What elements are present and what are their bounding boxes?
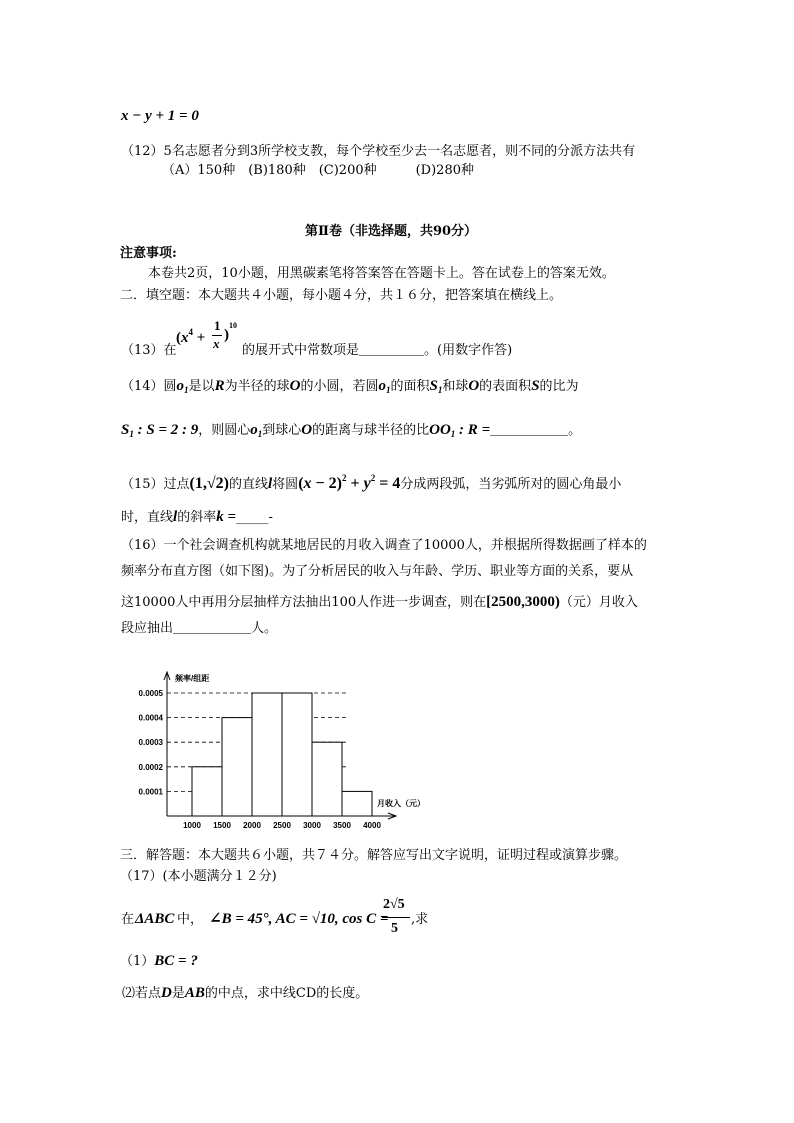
q14-t7: 的表面积: [479, 379, 532, 394]
x-tick-label: 3000: [303, 821, 321, 830]
histogram-bar: [222, 718, 252, 816]
x-tick-label: 2500: [273, 821, 291, 830]
y-tick-label: 0.0002: [138, 762, 163, 772]
q17-triangle: ΔABC: [135, 911, 175, 927]
x-tick-label: 1500: [213, 821, 231, 830]
q16-line3: [121, 594, 638, 611]
q16-line1: （16）一个社会调查机构就某地居民的月收入调查了10000人，并根据所得数据画了样本的: [121, 538, 647, 553]
q17-tail: ,求: [411, 912, 429, 927]
q14-t9: ，则圆心: [198, 423, 251, 438]
q14-t3: 为半径的球: [224, 379, 290, 394]
q17-cond: ∠B = 45°, AC = √10, cos C =: [209, 911, 389, 927]
q17-p1-eq: BC = ?: [154, 953, 198, 969]
q14-line2: $S_1$ : S = 2 : 9，则圆心$o_1$到球心O的距离与球半径的比$OO_1$ : R =＿＿＿＿＿＿。: [121, 422, 582, 439]
q17-p1-label: （1）: [120, 954, 155, 969]
section2-title: 第Ⅱ卷（非选择题，共90分）: [305, 224, 478, 239]
q17-frac-num: 2√5: [383, 897, 405, 912]
q15-t6: 的斜率: [177, 510, 217, 525]
q14-t6: 和球: [442, 379, 469, 394]
q12-options: （A）150种 (B)180种 (C)200种 (D)280种: [162, 163, 474, 178]
x-axis-label: 月收入（元）: [377, 799, 425, 808]
q16-line2: 频率分布直方图（如下图)。为了分析居民的收入与年龄、学历、职业等方面的关系，要从: [121, 564, 634, 579]
q16-interval: [2500,3000): [486, 594, 560, 610]
q14-t4: 的小圆，若圆: [300, 379, 379, 394]
q17-title: （17）(本小题满分１２分): [120, 869, 277, 884]
histogram-bar: [282, 693, 312, 816]
q16-line3a: 这10000人中再用分层抽样方法抽出100人作进一步调查，则在: [121, 595, 487, 610]
notes-text: 本卷共2页，10小题，用黑碳素笔将答案答在答题卡上。答在试卷上的答案无效。: [148, 266, 615, 281]
histogram-bar: [252, 693, 282, 816]
fill-heading: 二．填空题：本大题共４小题，每小题４分，共１６分，把答案填在横线上。: [120, 288, 563, 303]
q12-stem: （12）5名志愿者分到3所学校支教，每个学校至少去一名志愿者，则不同的分派方法共有: [121, 144, 636, 159]
q17-part1: [120, 953, 198, 970]
q15-t5: 时，直线: [121, 510, 174, 525]
q17-condition: [121, 898, 481, 942]
q17-mid: 中，: [177, 912, 204, 927]
q17-frac-bar: [382, 917, 410, 918]
q16-line4: 段应抽出＿＿＿＿＿＿人。: [121, 621, 278, 636]
q17-p2e: 的中点，求中线CD的长度。: [204, 986, 369, 1001]
q17-p2c: 是: [171, 986, 185, 1001]
x-tick-label: 3500: [333, 821, 351, 830]
q16-line3b: （元）月收入: [559, 595, 638, 610]
q14-t5: 的面积: [390, 379, 430, 394]
x-tick-label: 2000: [243, 821, 261, 830]
top-equation: x − y + 1 = 0: [121, 108, 199, 124]
q17-p2b: D: [161, 985, 172, 1001]
y-tick-label: 0.0001: [138, 787, 163, 797]
q17-intro: 在: [121, 912, 135, 927]
q14-t10: 到球心: [262, 423, 302, 438]
q14-t11: 的距离与球半径的比: [312, 423, 430, 438]
q17-part2: [122, 985, 368, 1002]
q15-t4: 分成两段弧，当劣弧所对的圆心角最小: [400, 477, 622, 492]
q17-p2a: ⑵若点: [122, 986, 162, 1001]
q13-binomial-expression: ($x^4$ + 1 x ) 10: [176, 318, 237, 351]
y-tick-label: 0.0005: [138, 689, 163, 698]
q15-line2: 时，直线l的斜率k =_____-: [121, 509, 273, 525]
q17-frac-den: 5: [391, 921, 398, 936]
notes-heading: 注意事项:: [120, 246, 177, 261]
q14-t8: 的比为: [539, 379, 579, 394]
q17-p2d: AB: [184, 985, 205, 1001]
q15-line1: （15）过点(1,√2)的直线l将圆$(x - 2)^2 + y^2 = 4$分成两段弧，当劣弧所对的圆心角最小: [121, 473, 622, 492]
q15-t3: 将圆: [272, 477, 299, 492]
q14-t2: 是以: [188, 379, 215, 394]
q14-t1: （14）圆: [121, 379, 177, 394]
section3-heading: 三．解答题：本大题共６小题，共７４分。解答应写出文字说明，证明过程或演算步骤。: [120, 848, 628, 863]
x-tick-label: 1000: [183, 821, 201, 830]
y-tick-label: 0.0004: [138, 713, 163, 723]
income-histogram: [112, 668, 425, 833]
histogram-bar: [312, 742, 342, 816]
q15-t2: 的直线: [228, 477, 268, 492]
histogram-bar: [192, 767, 222, 816]
y-tick-label: 0.0003: [138, 738, 163, 748]
q13-suffix: 的展开式中常数项是＿＿＿＿＿。(用数字作答): [242, 343, 513, 358]
q14-t12: ＿＿＿＿＿＿。: [490, 423, 582, 438]
y-axis-label: 频率/组距: [175, 674, 210, 683]
q15-t7: _____-: [236, 510, 273, 525]
q13-prefix: （13）在: [121, 343, 177, 358]
x-tick-label: 4000: [363, 821, 381, 830]
q14-line1: （14）圆$o_1$是以R为半径的球O的小圆，若圆$o_1$的面积$S_1$和球O的表面积S的比为: [121, 378, 579, 395]
q15-t1: （15）过点: [121, 477, 190, 492]
histogram-bar: [342, 791, 372, 816]
